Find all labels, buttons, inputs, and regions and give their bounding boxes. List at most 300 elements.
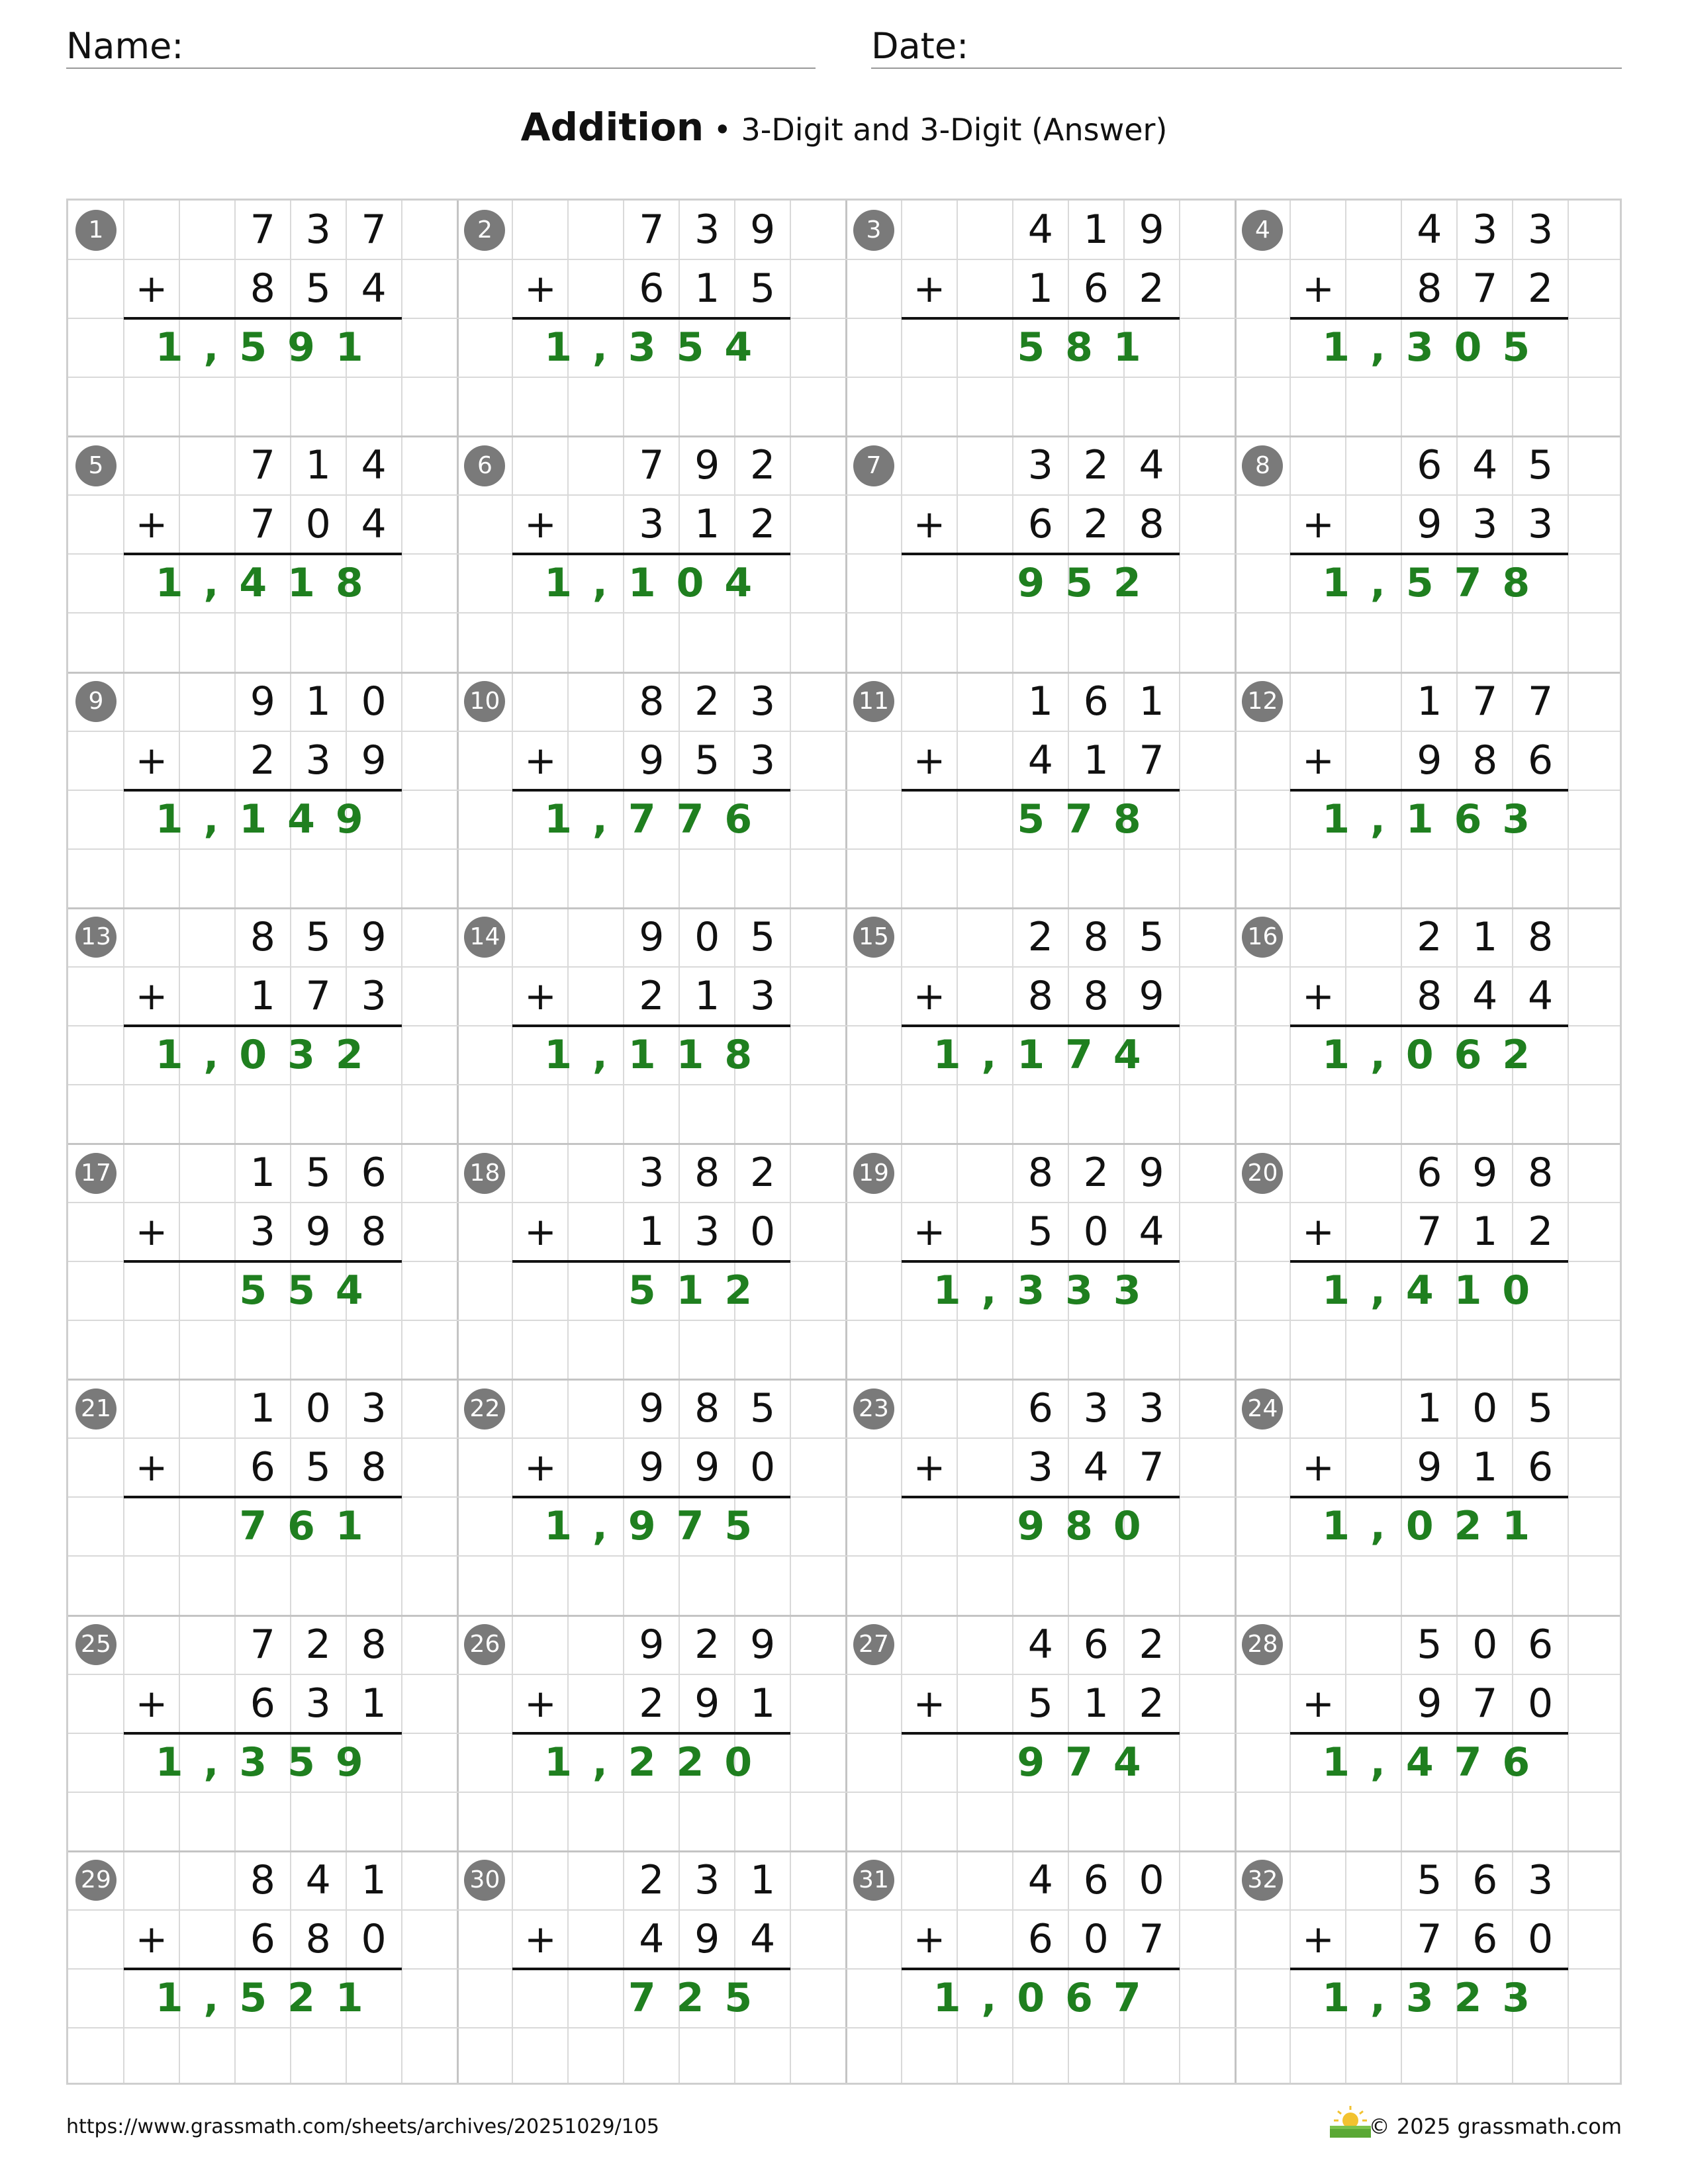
plus-sign: + (135, 502, 168, 547)
plus-sign: + (524, 266, 557, 312)
grid-vertical-line (457, 201, 459, 2083)
addend-top-digit: 4 (361, 442, 387, 489)
addend-bottom-digit: 3 (361, 972, 387, 1019)
answer-value: 1,174 (933, 1031, 1162, 1078)
addend-top-digit: 7 (639, 442, 665, 489)
plus-sign: + (1302, 737, 1335, 783)
grid-vertical-line (845, 201, 847, 2083)
answer-value: 581 (1017, 324, 1162, 371)
addend-bottom-digit: 5 (305, 265, 331, 312)
problem-number-badge: 13 (75, 917, 117, 958)
plus-sign: + (524, 1209, 557, 1255)
addend-top-digit: 5 (750, 913, 776, 960)
addend-bottom-digit: 9 (694, 1680, 720, 1727)
problem-number-badge: 23 (853, 1388, 894, 1430)
addend-bottom-digit: 9 (1417, 737, 1442, 784)
addend-bottom-digit: 3 (250, 1208, 275, 1255)
addend-bottom-digit: 4 (1472, 972, 1498, 1019)
title-main: Addition (520, 105, 704, 150)
addend-bottom-digit: 5 (694, 737, 720, 784)
addend-bottom-digit: 9 (1417, 1444, 1442, 1491)
addend-top-digit: 4 (1139, 442, 1164, 489)
addend-top-digit: 5 (1139, 913, 1164, 960)
plus-sign: + (913, 1680, 946, 1726)
answer-value: 1,354 (544, 324, 773, 371)
addend-top-digit: 9 (639, 1385, 665, 1432)
addend-top-digit: 5 (1528, 1385, 1554, 1432)
addend-bottom-digit: 3 (750, 972, 776, 1019)
addend-bottom-digit: 2 (1528, 265, 1554, 312)
addend-top-digit: 5 (1528, 442, 1554, 489)
addend-top-digit: 6 (1417, 1150, 1442, 1196)
plus-sign: + (913, 737, 946, 783)
problem-number-badge: 31 (853, 1860, 894, 1901)
addend-top-digit: 2 (1083, 1150, 1109, 1196)
addend-bottom-digit: 1 (1472, 1208, 1498, 1255)
addend-bottom-digit: 4 (1139, 1208, 1164, 1255)
addend-top-digit: 3 (1528, 1856, 1554, 1903)
answer-value: 761 (239, 1503, 384, 1550)
addend-bottom-digit: 8 (250, 265, 275, 312)
answer-value: 1,359 (155, 1739, 384, 1786)
problem-number-badge: 12 (1242, 681, 1283, 722)
plus-sign: + (524, 502, 557, 547)
addend-top-digit: 2 (1417, 913, 1442, 960)
problem-number-badge: 7 (853, 445, 894, 486)
addend-bottom-digit: 9 (639, 1444, 665, 1491)
addend-top-digit: 2 (694, 678, 720, 725)
addend-bottom-digit: 1 (639, 1208, 665, 1255)
addend-top-digit: 7 (1472, 678, 1498, 725)
addend-bottom-digit: 9 (694, 1444, 720, 1491)
problem-number-badge: 1 (75, 210, 117, 251)
answer-value: 1,410 (1322, 1267, 1551, 1314)
addend-bottom-digit: 8 (361, 1444, 387, 1491)
grass-sun-logo-icon (1327, 2103, 1374, 2140)
addend-top-digit: 0 (1139, 1856, 1164, 1903)
answer-value: 1,975 (544, 1503, 773, 1550)
answer-value: 974 (1017, 1739, 1162, 1786)
problem-number-badge: 25 (75, 1624, 117, 1665)
addend-top-digit: 0 (1472, 1621, 1498, 1668)
addend-bottom-digit: 1 (694, 265, 720, 312)
problem-number-badge: 27 (853, 1624, 894, 1665)
addend-bottom-digit: 2 (1139, 265, 1164, 312)
addend-top-digit: 3 (1528, 206, 1554, 253)
problem-number-badge: 28 (1242, 1624, 1283, 1665)
addend-bottom-digit: 6 (250, 1444, 275, 1491)
addend-top-digit: 1 (1027, 678, 1053, 725)
addend-top-digit: 2 (1027, 913, 1053, 960)
grid-vertical-line (567, 201, 569, 2083)
addend-top-digit: 4 (1027, 206, 1053, 253)
addend-bottom-digit: 4 (1083, 1444, 1109, 1491)
problem-number-badge: 2 (464, 210, 505, 251)
addend-bottom-digit: 9 (1417, 501, 1442, 548)
addend-top-digit: 8 (361, 1621, 387, 1668)
answer-value: 1,104 (544, 560, 773, 607)
plus-sign: + (1302, 1209, 1335, 1255)
answer-value: 1,032 (155, 1031, 384, 1078)
problem-number-badge: 10 (464, 681, 505, 722)
addend-top-digit: 7 (361, 206, 387, 253)
addend-top-digit: 1 (750, 1856, 776, 1903)
date-label: Date: (871, 25, 969, 67)
addend-bottom-digit: 6 (1083, 265, 1109, 312)
answer-value: 1,418 (155, 560, 384, 607)
addend-bottom-digit: 8 (1472, 737, 1498, 784)
addend-top-digit: 9 (639, 913, 665, 960)
addend-top-digit: 8 (250, 1856, 275, 1903)
addend-top-digit: 6 (1417, 442, 1442, 489)
grid-vertical-line (957, 201, 958, 2083)
addend-bottom-digit: 6 (1027, 501, 1053, 548)
addend-bottom-digit: 6 (1528, 1444, 1554, 1491)
addend-bottom-digit: 0 (305, 501, 331, 548)
addend-bottom-digit: 0 (361, 1915, 387, 1962)
addend-bottom-digit: 1 (361, 1680, 387, 1727)
addend-bottom-digit: 3 (1472, 501, 1498, 548)
problem-number-badge: 29 (75, 1860, 117, 1901)
addend-bottom-digit: 6 (1472, 1915, 1498, 1962)
problem-number-badge: 20 (1242, 1153, 1283, 1194)
plus-sign: + (135, 1209, 168, 1255)
title-sub: • 3-Digit and 3-Digit (Answer) (704, 112, 1168, 148)
grid-vertical-line (512, 201, 513, 2083)
plus-sign: + (1302, 266, 1335, 312)
grid-vertical-line (1235, 201, 1237, 2083)
addend-top-digit: 1 (1139, 678, 1164, 725)
problem-number-badge: 26 (464, 1624, 505, 1665)
addend-top-digit: 7 (250, 1621, 275, 1668)
addend-top-digit: 8 (1083, 913, 1109, 960)
addend-bottom-digit: 1 (694, 501, 720, 548)
addend-bottom-digit: 0 (1528, 1680, 1554, 1727)
name-field[interactable] (66, 25, 816, 69)
addend-bottom-digit: 0 (750, 1444, 776, 1491)
problem-number-badge: 19 (853, 1153, 894, 1194)
addend-bottom-digit: 1 (1083, 1680, 1109, 1727)
plus-sign: + (913, 1209, 946, 1255)
addend-bottom-digit: 4 (750, 1915, 776, 1962)
addend-top-digit: 9 (250, 678, 275, 725)
addend-top-digit: 4 (1027, 1621, 1053, 1668)
addend-bottom-digit: 3 (639, 501, 665, 548)
addend-bottom-digit: 1 (250, 972, 275, 1019)
addend-bottom-digit: 1 (694, 972, 720, 1019)
addend-top-digit: 8 (1528, 1150, 1554, 1196)
addend-top-digit: 7 (250, 442, 275, 489)
addend-top-digit: 8 (1528, 913, 1554, 960)
addend-top-digit: 8 (639, 678, 665, 725)
answer-value: 1,149 (155, 796, 384, 842)
answer-value: 725 (628, 1974, 773, 2021)
addend-top-digit: 7 (639, 206, 665, 253)
problem-number-badge: 17 (75, 1153, 117, 1194)
answer-value: 1,578 (1322, 560, 1551, 607)
problem-number-badge: 9 (75, 681, 117, 722)
addend-bottom-digit: 9 (639, 737, 665, 784)
addend-top-digit: 0 (361, 678, 387, 725)
addend-top-digit: 2 (750, 1150, 776, 1196)
plus-sign: + (524, 1445, 557, 1490)
addend-top-digit: 7 (250, 206, 275, 253)
addend-top-digit: 9 (750, 206, 776, 253)
problem-number-badge: 32 (1242, 1860, 1283, 1901)
problem-number-badge: 14 (464, 917, 505, 958)
answer-value: 1,333 (933, 1267, 1162, 1314)
answer-value: 554 (239, 1267, 384, 1314)
addend-bottom-digit: 2 (639, 1680, 665, 1727)
addend-top-digit: 2 (694, 1621, 720, 1668)
addend-bottom-digit: 7 (1472, 265, 1498, 312)
addend-bottom-digit: 4 (639, 1915, 665, 1962)
addend-bottom-digit: 4 (361, 501, 387, 548)
addend-bottom-digit: 9 (1417, 1680, 1442, 1727)
plus-sign: + (135, 266, 168, 312)
plus-sign: + (913, 1916, 946, 1962)
addend-bottom-digit: 8 (1027, 972, 1053, 1019)
addend-bottom-digit: 7 (1139, 737, 1164, 784)
addend-top-digit: 9 (1139, 1150, 1164, 1196)
plus-sign: + (135, 1680, 168, 1726)
name-label: Name: (66, 25, 184, 67)
addend-bottom-digit: 8 (1139, 501, 1164, 548)
addend-top-digit: 2 (750, 442, 776, 489)
answer-value: 1,067 (933, 1974, 1162, 2021)
addend-top-digit: 3 (305, 206, 331, 253)
addend-bottom-digit: 2 (250, 737, 275, 784)
answer-value: 1,062 (1322, 1031, 1551, 1078)
addend-top-digit: 5 (305, 913, 331, 960)
addend-top-digit: 9 (694, 442, 720, 489)
addend-bottom-digit: 2 (1139, 1680, 1164, 1727)
problem-number-badge: 11 (853, 681, 894, 722)
addend-top-digit: 3 (694, 1856, 720, 1903)
plus-sign: + (524, 1680, 557, 1726)
addend-bottom-digit: 8 (1417, 265, 1442, 312)
addend-top-digit: 5 (1417, 1856, 1442, 1903)
addend-bottom-digit: 5 (305, 1444, 331, 1491)
problem-number-badge: 6 (464, 445, 505, 486)
addend-bottom-digit: 4 (361, 265, 387, 312)
addend-bottom-digit: 2 (639, 972, 665, 1019)
addend-bottom-digit: 8 (361, 1208, 387, 1255)
addend-bottom-digit: 6 (1027, 1915, 1053, 1962)
plus-sign: + (524, 973, 557, 1019)
addend-bottom-digit: 9 (694, 1915, 720, 1962)
addend-bottom-digit: 2 (750, 501, 776, 548)
addend-top-digit: 2 (639, 1856, 665, 1903)
addend-top-digit: 2 (305, 1621, 331, 1668)
addend-top-digit: 4 (1417, 206, 1442, 253)
addend-bottom-digit: 3 (750, 737, 776, 784)
addend-top-digit: 0 (305, 1385, 331, 1432)
addend-top-digit: 3 (1472, 206, 1498, 253)
addend-bottom-digit: 1 (1472, 1444, 1498, 1491)
addend-bottom-digit: 1 (1083, 737, 1109, 784)
plus-sign: + (913, 1445, 946, 1490)
addend-bottom-digit: 0 (1528, 1915, 1554, 1962)
answer-value: 1,476 (1322, 1739, 1551, 1786)
addend-bottom-digit: 7 (1417, 1915, 1442, 1962)
addend-top-digit: 3 (639, 1150, 665, 1196)
addend-bottom-digit: 3 (305, 1680, 331, 1727)
problem-number-badge: 21 (75, 1388, 117, 1430)
addend-top-digit: 1 (1417, 678, 1442, 725)
addend-bottom-digit: 5 (750, 265, 776, 312)
addend-top-digit: 6 (1083, 1856, 1109, 1903)
addend-bottom-digit: 3 (1027, 1444, 1053, 1491)
answer-value: 1,118 (544, 1031, 773, 1078)
addend-top-digit: 9 (639, 1621, 665, 1668)
plus-sign: + (913, 973, 946, 1019)
plus-sign: + (524, 737, 557, 783)
addend-bottom-digit: 0 (750, 1208, 776, 1255)
grid-vertical-line (1345, 201, 1346, 2083)
plus-sign: + (135, 1916, 168, 1962)
addend-top-digit: 1 (305, 442, 331, 489)
addend-bottom-digit: 9 (361, 737, 387, 784)
addend-bottom-digit: 3 (305, 737, 331, 784)
addend-bottom-digit: 6 (250, 1915, 275, 1962)
addend-bottom-digit: 4 (1027, 737, 1053, 784)
addend-bottom-digit: 7 (305, 972, 331, 1019)
addend-top-digit: 8 (694, 1150, 720, 1196)
addend-top-digit: 1 (250, 1385, 275, 1432)
addend-top-digit: 6 (1528, 1621, 1554, 1668)
addend-top-digit: 6 (361, 1150, 387, 1196)
grid-vertical-line (123, 201, 124, 2083)
addend-bottom-digit: 7 (250, 501, 275, 548)
plus-sign: + (135, 737, 168, 783)
problem-number-badge: 4 (1242, 210, 1283, 251)
addend-top-digit: 1 (1472, 913, 1498, 960)
addend-top-digit: 6 (1472, 1856, 1498, 1903)
addend-top-digit: 8 (694, 1385, 720, 1432)
addend-bottom-digit: 7 (1472, 1680, 1498, 1727)
addend-top-digit: 9 (1139, 206, 1164, 253)
addend-bottom-digit: 1 (1027, 265, 1053, 312)
answer-value: 578 (1017, 796, 1162, 842)
addend-top-digit: 1 (305, 678, 331, 725)
addend-top-digit: 9 (361, 913, 387, 960)
addend-top-digit: 8 (1027, 1150, 1053, 1196)
addend-top-digit: 5 (750, 1385, 776, 1432)
plus-sign: + (913, 266, 946, 312)
addend-bottom-digit: 0 (1083, 1208, 1109, 1255)
grid-vertical-line (1289, 201, 1291, 2083)
answer-value: 1,521 (155, 1974, 384, 2021)
answer-value: 1,220 (544, 1739, 773, 1786)
addend-top-digit: 1 (250, 1150, 275, 1196)
addend-top-digit: 0 (694, 913, 720, 960)
addend-bottom-digit: 5 (1027, 1680, 1053, 1727)
problem-number-badge: 16 (1242, 917, 1283, 958)
answer-value: 952 (1017, 560, 1162, 607)
problem-number-badge: 30 (464, 1860, 505, 1901)
addend-top-digit: 5 (1417, 1621, 1442, 1668)
answer-value: 512 (628, 1267, 773, 1314)
addend-bottom-digit: 3 (694, 1208, 720, 1255)
addend-bottom-digit: 9 (305, 1208, 331, 1255)
addend-top-digit: 1 (361, 1856, 387, 1903)
addend-top-digit: 0 (1472, 1385, 1498, 1432)
problem-number-badge: 5 (75, 445, 117, 486)
addend-bottom-digit: 1 (750, 1680, 776, 1727)
plus-sign: + (1302, 1445, 1335, 1490)
addend-bottom-digit: 4 (1528, 972, 1554, 1019)
addend-top-digit: 3 (361, 1385, 387, 1432)
addend-bottom-digit: 6 (639, 265, 665, 312)
plus-sign: + (1302, 502, 1335, 547)
answer-value: 1,776 (544, 796, 773, 842)
addend-top-digit: 4 (1027, 1856, 1053, 1903)
grid-vertical-line (179, 201, 180, 2083)
problem-grid (66, 199, 1622, 2085)
plus-sign: + (1302, 973, 1335, 1019)
addend-bottom-digit: 3 (1528, 501, 1554, 548)
problem-number-badge: 3 (853, 210, 894, 251)
addend-top-digit: 3 (694, 206, 720, 253)
date-field[interactable] (871, 25, 1622, 69)
addend-bottom-digit: 8 (1083, 972, 1109, 1019)
plus-sign: + (913, 502, 946, 547)
addend-top-digit: 1 (1417, 1385, 1442, 1432)
addend-top-digit: 3 (750, 678, 776, 725)
addend-top-digit: 1 (1083, 206, 1109, 253)
plus-sign: + (135, 973, 168, 1019)
addend-bottom-digit: 5 (1027, 1208, 1053, 1255)
addend-bottom-digit: 7 (1417, 1208, 1442, 1255)
addend-bottom-digit: 2 (1528, 1208, 1554, 1255)
grid-vertical-line (901, 201, 902, 2083)
plus-sign: + (524, 1916, 557, 1962)
answer-value: 1,323 (1322, 1974, 1551, 2021)
addend-bottom-digit: 9 (1139, 972, 1164, 1019)
plus-sign: + (1302, 1680, 1335, 1726)
addend-top-digit: 6 (1027, 1385, 1053, 1432)
answer-value: 1,021 (1322, 1503, 1551, 1550)
addend-top-digit: 6 (1083, 1621, 1109, 1668)
plus-sign: + (135, 1445, 168, 1490)
addend-top-digit: 7 (1528, 678, 1554, 725)
addend-top-digit: 4 (1472, 442, 1498, 489)
addend-bottom-digit: 8 (305, 1915, 331, 1962)
addend-top-digit: 2 (1083, 442, 1109, 489)
addend-bottom-digit: 8 (1417, 972, 1442, 1019)
answer-value: 980 (1017, 1503, 1162, 1550)
answer-value: 1,305 (1322, 324, 1551, 371)
footer-url: https://www.grassmath.com/sheets/archives/20251029/105 (66, 2115, 660, 2138)
problem-number-badge: 22 (464, 1388, 505, 1430)
addend-bottom-digit: 0 (1083, 1915, 1109, 1962)
addend-top-digit: 3 (1083, 1385, 1109, 1432)
footer-copyright: © 2025 grassmath.com (1368, 2114, 1622, 2139)
answer-value: 1,163 (1322, 796, 1551, 842)
addend-bottom-digit: 7 (1139, 1444, 1164, 1491)
problem-number-badge: 24 (1242, 1388, 1283, 1430)
problem-number-badge: 18 (464, 1153, 505, 1194)
addend-top-digit: 3 (1139, 1385, 1164, 1432)
addend-top-digit: 5 (305, 1150, 331, 1196)
plus-sign: + (1302, 1916, 1335, 1962)
addend-top-digit: 3 (1027, 442, 1053, 489)
addend-bottom-digit: 6 (250, 1680, 275, 1727)
addend-top-digit: 9 (750, 1621, 776, 1668)
addend-bottom-digit: 7 (1139, 1915, 1164, 1962)
addend-bottom-digit: 2 (1083, 501, 1109, 548)
